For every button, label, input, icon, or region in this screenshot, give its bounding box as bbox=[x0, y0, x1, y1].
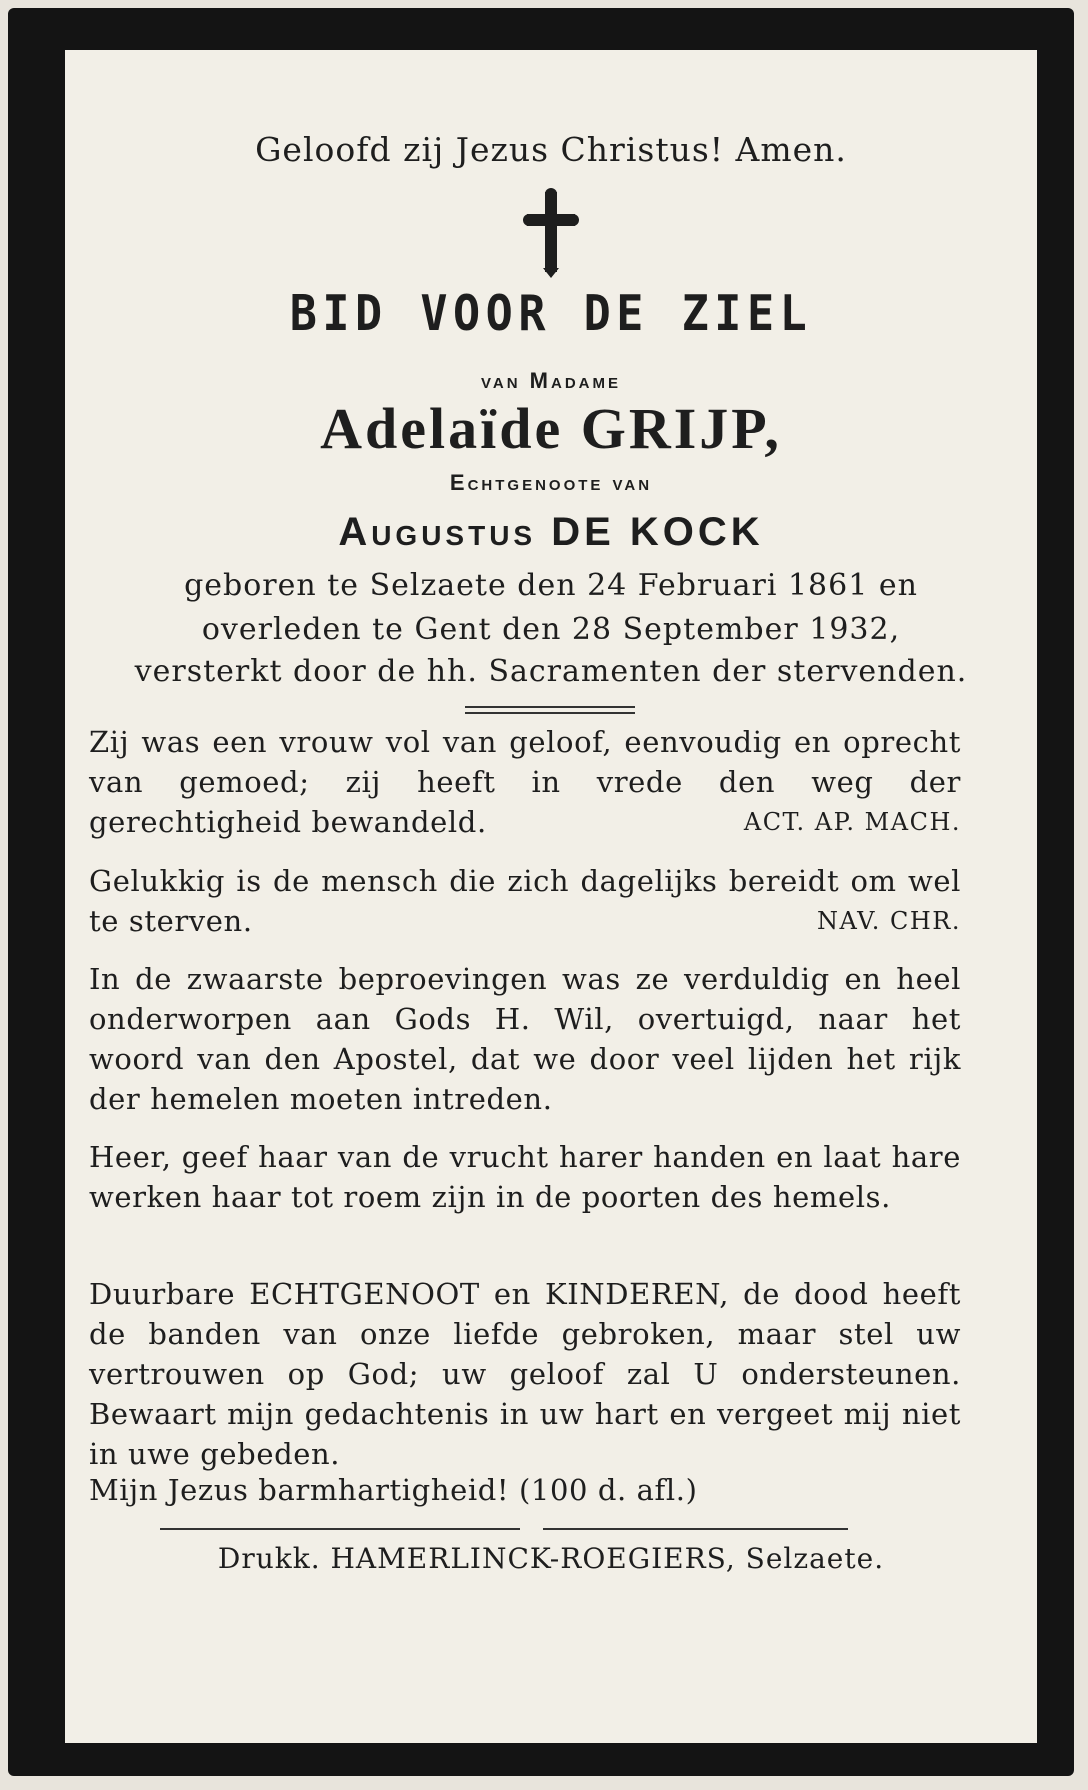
verse-paragraph bbox=[89, 722, 961, 842]
printer-credit: Drukk. HAMERLINCK-ROEGIERS, Selzaete. bbox=[217, 1542, 885, 1575]
card-paper bbox=[65, 50, 1037, 1743]
closing-prayer bbox=[89, 1470, 961, 1510]
van-madame-label: van Madame bbox=[481, 368, 621, 393]
mourning-card bbox=[8, 8, 1074, 1776]
deceased-name: Adelaïde GRIJP, bbox=[320, 396, 782, 461]
echtgenoote-label: Echtgenoote van bbox=[449, 470, 653, 495]
verse-source: NAV. CHR. bbox=[816, 907, 961, 935]
verse-source: ACT. AP. MACH. bbox=[743, 808, 961, 836]
verse-text: In de zwaarste beproevingen was ze verduldig en heel onderworpen aan Gods H. Wil, overtuigd, naar het woord van den Apostel, dat we door veel lijden het rijk der hemelen moeten intreden. bbox=[89, 962, 961, 1116]
footer-divider bbox=[543, 1528, 848, 1530]
death-line: overleden te Gent den 28 September 1932, bbox=[201, 612, 901, 647]
prayer-heading: BID VOOR DE ZIEL bbox=[289, 285, 813, 342]
divider-rule bbox=[465, 706, 635, 708]
verse-text: Heer, geef haar van de vrucht harer handen en laat hare werken haar tot roem zijn in de poorten des hemels. bbox=[89, 1140, 961, 1214]
verse-paragraph bbox=[89, 861, 961, 941]
verse-text: Duurbare ECHTGENOOT en KINDEREN, de dood heeft de banden van onze liefde gebroken, maar stel uw vertrouwen op God; uw geloof zal U ondersteunen. Bewaart mijn gedachtenis in uw hart en vergeet mij niet in uwe gebeden. bbox=[89, 1277, 961, 1471]
invocation-text: Geloofd zij Jezus Christus! Amen. bbox=[255, 130, 847, 169]
sacraments-line: versterkt door de hh. Sacramenten der stervenden. bbox=[134, 654, 968, 689]
birth-line: geboren te Selzaete den 24 Februari 1861 en bbox=[184, 568, 918, 603]
cross-icon bbox=[523, 188, 579, 278]
verse-paragraph bbox=[89, 1274, 961, 1474]
verse-text: Gelukkig is de mensch die zich dagelijks bereidt om wel te sterven. bbox=[89, 864, 961, 938]
spouse-name: Augustus DE KOCK bbox=[338, 510, 764, 554]
verse-text: Mijn Jezus barmhartigheid! (100 d. afl.) bbox=[89, 1473, 698, 1507]
verse-paragraph bbox=[89, 1137, 961, 1217]
verse-text: Zij was een vrouw vol van geloof, eenvoudig en oprecht van gemoed; zij heeft in vrede den weg der gerechtigheid bewandeld. bbox=[89, 725, 961, 839]
footer-divider bbox=[160, 1528, 520, 1530]
verse-paragraph bbox=[89, 959, 961, 1119]
divider-rule bbox=[465, 712, 635, 714]
